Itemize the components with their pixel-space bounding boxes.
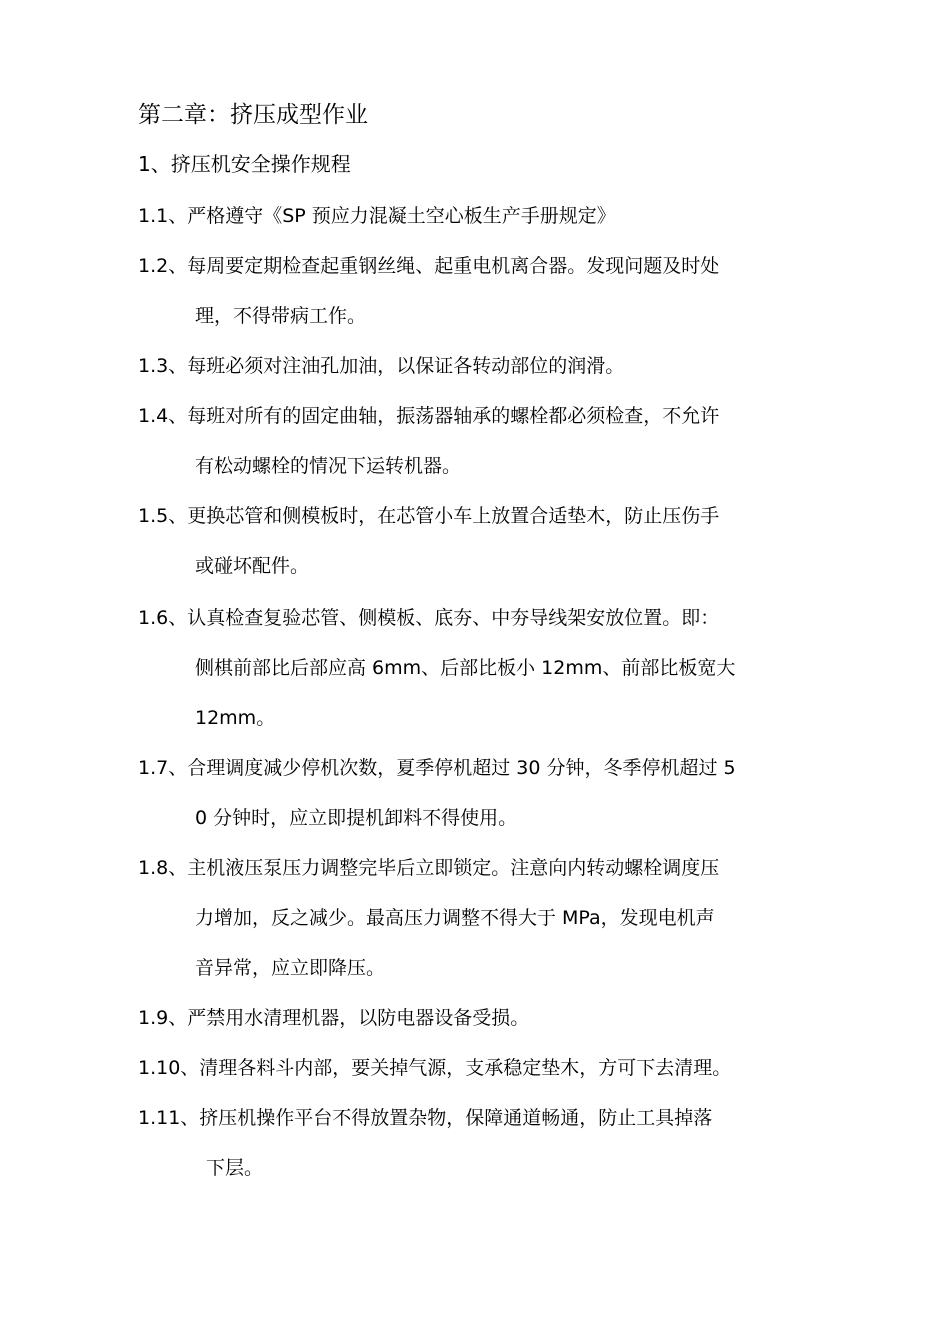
rule-line-continuation: 侧棋前部比后部应高 6mm、后部比板小 12mm、前部比板宽大 — [195, 657, 736, 679]
rule-1-6 — [138, 600, 735, 750]
rule-1-5 — [138, 498, 719, 598]
chapter-title: 第二章：挤压成型作业 — [138, 102, 368, 128]
rule-line: 1.8、主机液压泵压力调整完毕后立即锁定。注意向内转动螺栓调度压 — [138, 857, 720, 879]
rule-line: 1.5、更换芯管和侧模板时，在芯管小车上放置合适垫木，防止压伤手 — [138, 505, 720, 527]
rule-line-continuation: 12mm。 — [195, 707, 276, 729]
rule-1-2 — [138, 248, 719, 348]
rule-line-continuation: 0 分钟时，应立即提机卸料不得使用。 — [195, 807, 518, 829]
rule-1-7 — [138, 750, 736, 850]
rule-1-8 — [138, 850, 719, 1000]
rule-line: 1.7、合理调度减少停机次数，夏季停机超过 30 分钟，冬季停机超过 5 — [138, 757, 736, 779]
rule-line-continuation: 理，不得带病工作。 — [195, 305, 367, 327]
rule-line-continuation: 或碰坏配件。 — [195, 555, 310, 577]
rule-line: 1.9、严禁用水清理机器，以防电器设备受损。 — [138, 1007, 530, 1029]
rule-line: 1.4、每班对所有的固定曲轴，振荡器轴承的螺栓都必须检查，不允许 — [138, 405, 720, 427]
rule-line: 1.2、每周要定期检查起重钢丝绳、起重电机离合器。发现问题及时处 — [138, 255, 720, 277]
rule-line: 1.3、每班必须对注油孔加油，以保证各转动部位的润滑。 — [138, 355, 625, 377]
rule-1-3 — [138, 348, 624, 398]
rule-line: 1.11、挤压机操作平台不得放置杂物，保障通道畅通，防止工具掉落 — [138, 1107, 713, 1129]
rule-1-11 — [138, 1100, 712, 1200]
rule-line: 1.6、认真检查复验芯管、侧模板、底夯、中夯导线架安放位置。即： — [138, 607, 720, 629]
rule-1-4 — [138, 398, 719, 498]
rule-line: 1.10、清理各料斗内部，要关掉气源，支承稳定垫木，方可下去清理。 — [138, 1057, 732, 1079]
rule-line: 1.1、严格遵守《SP 预应力混凝土空心板生产手册规定》 — [138, 205, 616, 227]
rule-1-1 — [138, 198, 616, 248]
rule-1-9 — [138, 1000, 529, 1050]
section-heading: 1、挤压机安全操作规程 — [138, 152, 351, 176]
rule-line-continuation: 下层。 — [206, 1157, 264, 1179]
rule-line-continuation: 力增加，反之减少。最高压力调整不得大于 MPa，发现电机声 — [195, 907, 715, 929]
rule-1-10 — [138, 1050, 731, 1100]
rule-line-continuation: 音异常，应立即降压。 — [195, 957, 386, 979]
rule-line-continuation: 有松动螺栓的情况下运转机器。 — [195, 455, 462, 477]
